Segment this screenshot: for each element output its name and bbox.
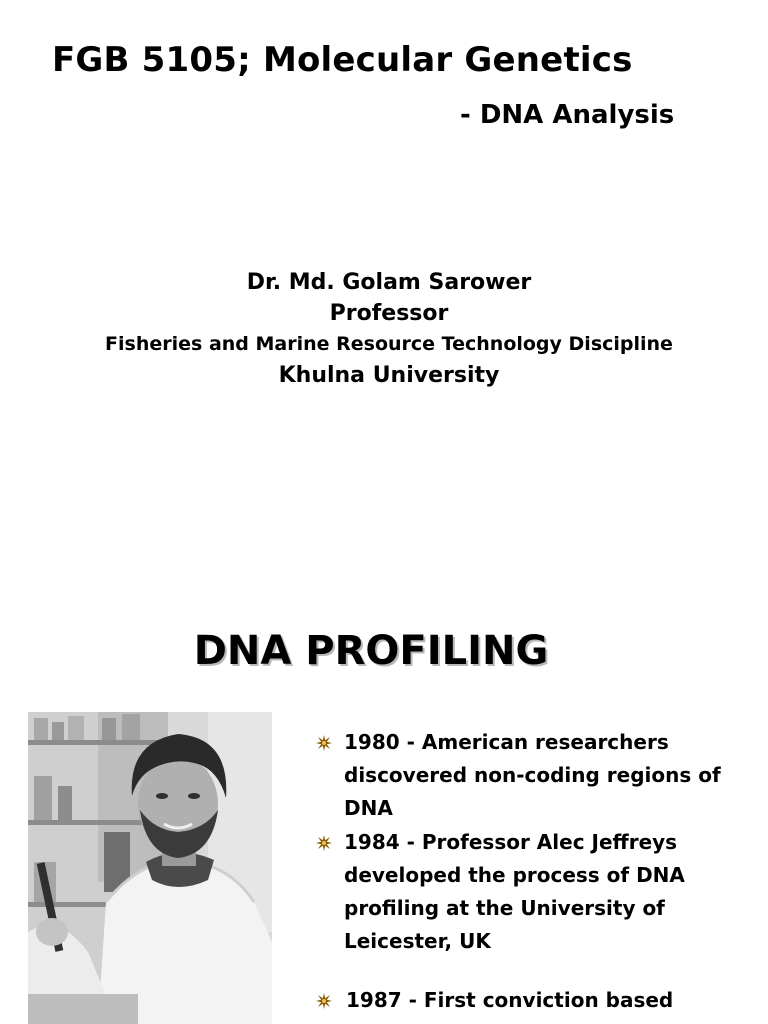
starburst-bullet-icon — [316, 993, 332, 1009]
portrait-photo — [28, 712, 272, 1024]
bullet-line: developed the process of DNA — [344, 863, 685, 887]
bullet-line: DNA — [344, 796, 393, 820]
bullet-line: discovered non-coding regions of — [344, 763, 721, 787]
bullet-line: 1980 - American researchers — [344, 730, 669, 754]
list-item — [316, 726, 756, 825]
photo-image — [28, 712, 272, 1024]
course-subtitle: - DNA Analysis — [460, 100, 675, 130]
course-title: FGB 5105; Molecular Genetics — [52, 40, 633, 80]
author-department: Fisheries and Marine Resource Technology Discipline — [105, 333, 673, 355]
starburst-bullet-icon — [316, 835, 332, 851]
author-role: Professor — [329, 301, 449, 326]
bullet-line: 1984 - Professor Alec Jeffreys — [344, 830, 678, 854]
slide-heading: DNA PROFILING — [193, 628, 549, 674]
list-item — [316, 826, 756, 958]
author-name: Dr. Md. Golam Sarower — [246, 270, 532, 295]
bullet-list — [316, 726, 756, 1017]
author-block — [0, 266, 768, 393]
author-university: Khulna University — [278, 363, 500, 388]
bullet-line: 1987 - First conviction based — [346, 988, 674, 1012]
list-item — [316, 984, 756, 1017]
starburst-bullet-icon — [316, 735, 332, 751]
bullet-line: Leicester, UK — [344, 929, 491, 953]
content-slide — [0, 590, 768, 1024]
bullet-line: profiling at the University of — [344, 896, 665, 920]
